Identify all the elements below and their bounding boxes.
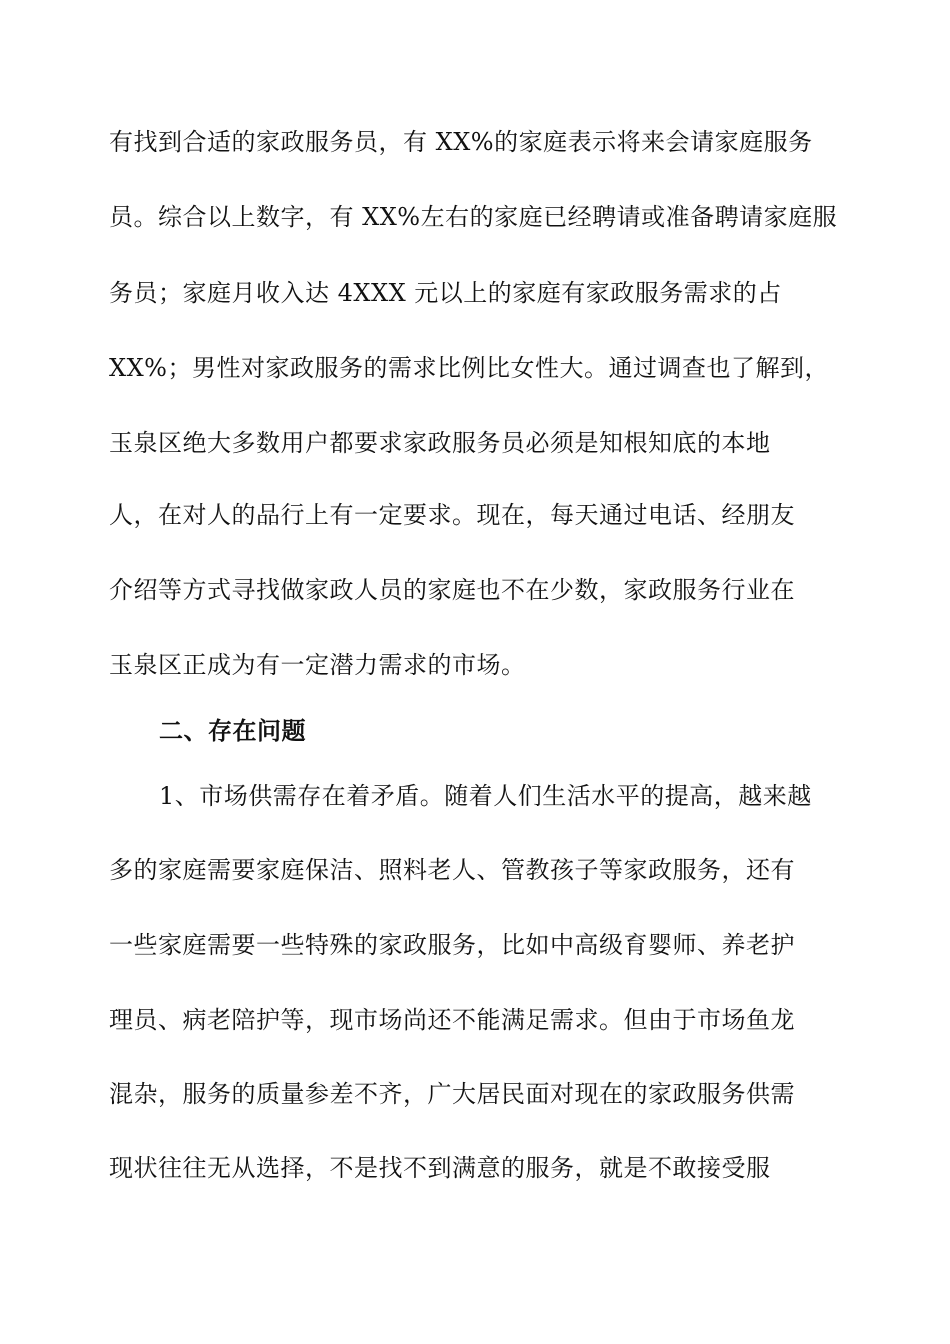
- paragraph-line: 人，在对人的品行上有一定要求。现在，每天通过电话、经朋友: [109, 501, 795, 529]
- paragraph-line: 玉泉区正成为有一定潜力需求的市场。: [109, 651, 526, 679]
- paragraph-line: 混杂，服务的质量参差不齐，广大居民面对现在的家政服务供需: [109, 1080, 795, 1108]
- paragraph-line: 现状往往无从选择，不是找不到满意的服务，就是不敢接受服: [109, 1154, 771, 1182]
- paragraph-line: 玉泉区绝大多数用户都要求家政服务员必须是知根知底的本地: [109, 429, 771, 457]
- paragraph-line: 1、市场供需存在着矛盾。随着人们生活水平的提高，越来越: [159, 782, 812, 810]
- paragraph-line: 一些家庭需要一些特殊的家政服务，比如中高级育婴师、养老护: [109, 931, 795, 959]
- paragraph-line: 理员、病老陪护等，现市场尚还不能满足需求。但由于市场鱼龙: [109, 1006, 795, 1034]
- section-heading: 二、存在问题: [159, 716, 306, 745]
- paragraph-line: 介绍等方式寻找做家政人员的家庭也不在少数，家政服务行业在: [109, 576, 795, 604]
- paragraph-line: XX%；男性对家政服务的需求比例比女性大。通过调查也了解到，: [109, 354, 829, 382]
- paragraph-line: 多的家庭需要家庭保洁、照料老人、管教孩子等家政服务，还有: [109, 856, 795, 884]
- paragraph-line: 有找到合适的家政服务员，有 XX%的家庭表示将来会请家庭服务: [109, 128, 813, 156]
- paragraph-line: 员。综合以上数字，有 XX%左右的家庭已经聘请或准备聘请家庭服: [109, 203, 838, 231]
- paragraph-line: 务员；家庭月收入达 4XXX 元以上的家庭有家政服务需求的占: [109, 279, 782, 307]
